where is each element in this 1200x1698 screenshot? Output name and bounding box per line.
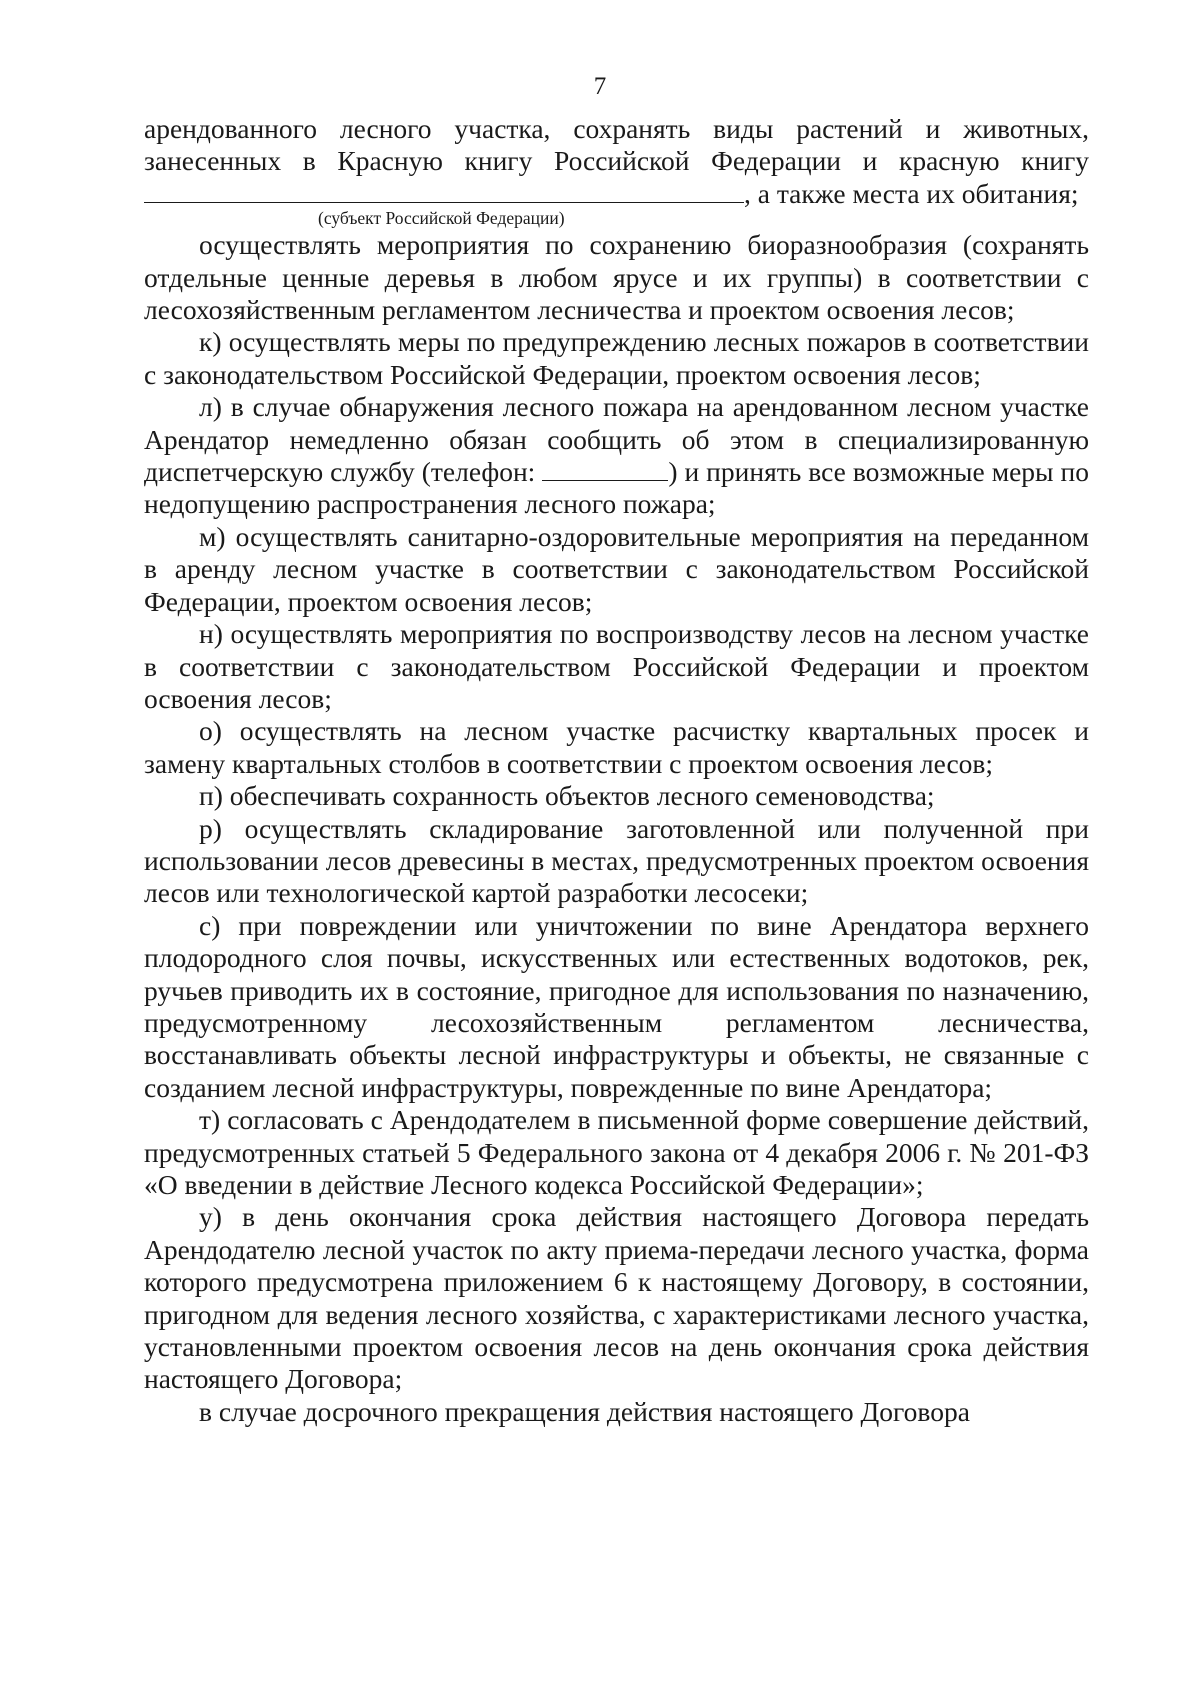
- paragraph-o: о) осуществлять на лесном участке расчистку квартальных просек и замену квартальных столбов в соответствии с проектом освоения лесов;: [144, 715, 1089, 779]
- page-number: 7: [593, 73, 607, 100]
- subject-blank-line: [144, 180, 744, 203]
- paragraph-l: [144, 391, 1089, 521]
- paragraph-u: у) в день окончания срока действия настоящего Договора передать Арендодателю лесной участок по акту приема-передачи лесного участка, форма которого предусмотрена приложением 6 к настоящему Договору, в состоянии, пригодном для ведения лесного хозяйства, с характеристиками лесного участка, установленными проектом освоения лесов на день окончания срока действия настоящего Договора;: [144, 1201, 1089, 1395]
- paragraph-text: л) в случае обнаружения лесного пожара на арендованном лесном участке Арендатор немедленно обязан сообщить об этом в специализированную диспетчерскую службу (телефон:: [144, 391, 1089, 488]
- paragraph-r: р) осуществлять складирование заготовленной или полученной при использовании лесов древесины в местах, предусмотренных проектом освоения лесов или технологической картой разработки лесосеки;: [144, 812, 1089, 909]
- blank-caption: (субъект Российской Федерации): [318, 208, 565, 229]
- document-body: [144, 113, 1089, 1428]
- paragraph-k: к) осуществлять меры по предупреждению лесных пожаров в соответствии с законодательством Российской Федерации, проектом освоения лесов;: [144, 326, 1089, 390]
- paragraph-t: т) согласовать с Арендодателем в письменной форме совершение действий, предусмотренных статьей 5 Федерального закона от 4 декабря 2006 г. № 201-ФЗ «О введении в действие Лесного кодекса Российской Федерации»;: [144, 1104, 1089, 1200]
- paragraph-text: ) и принять все возможные меры по недопущению распространения лесного пожара;: [144, 456, 1089, 520]
- paragraph-biodiversity: осуществлять мероприятия по сохранению биоразнообразия (сохранять отдельные ценные деревья в любом ярусе и их группы) в соответствии с лесохозяйственным регламентом лесничества и проектом освоения лесов;: [144, 229, 1089, 326]
- phone-blank-line: [542, 458, 668, 481]
- paragraph-text: , а также места их обитания;: [744, 177, 1079, 209]
- paragraph-m: м) осуществлять санитарно-оздоровительные мероприятия на переданном в аренду лесном участке в соответствии с законодательством Российской Федерации, проектом освоения лесов;: [144, 520, 1089, 617]
- paragraph-n: н) осуществлять мероприятия по воспроизводству лесов на лесном участке в соответствии с законодательством Российской Федерации и проектом освоения лесов;: [144, 618, 1089, 714]
- paragraph-s: с) при повреждении или уничтожении по вине Арендатора верхнего плодородного слоя почвы, искусственных или естественных водотоков, рек, ручьев приводить их в состояние, пригодное для использования по назначению, предусмотренному лесохозяйственным регламентом лесничества, восстанавливать объекты лесной инфраструктуры и объекты, не связанные с созданием лесной инфраструктуры, поврежденные по вине Арендатора;: [144, 909, 1089, 1103]
- paragraph-text: арендованного лесного участка, сохранять виды растений и животных, занесенных в Красную книгу Российской Федерации и красную книгу: [144, 113, 1089, 177]
- paragraph-p: п) обеспечивать сохранность объектов лесного семеноводства;: [199, 780, 935, 812]
- paragraph-continuation: [144, 113, 1089, 210]
- paragraph-early-termination: в случае досрочного прекращения действия настоящего Договора: [199, 1395, 970, 1427]
